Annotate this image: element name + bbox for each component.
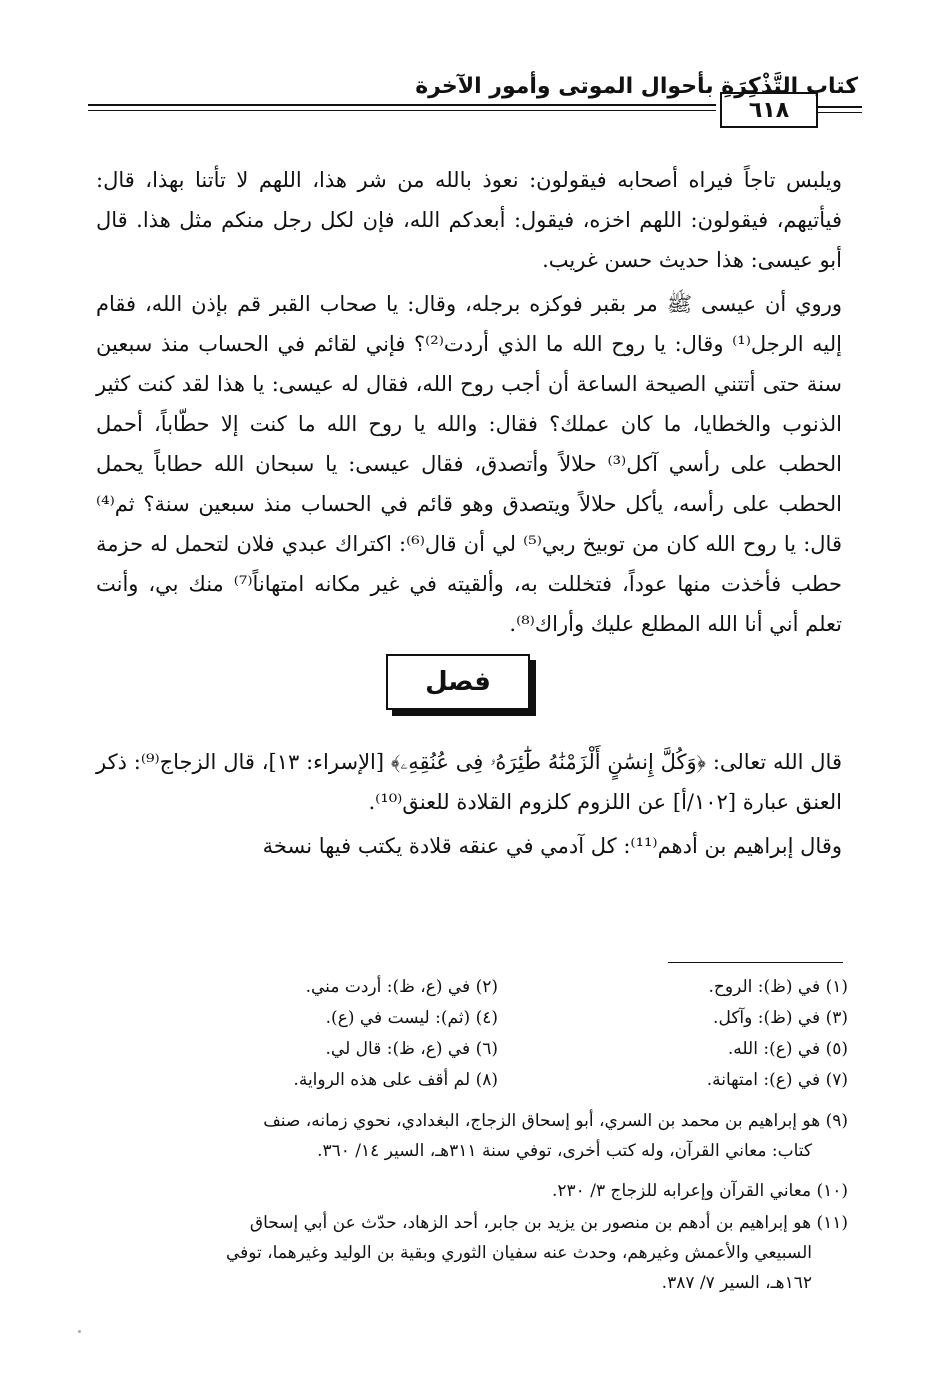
paragraph: وروي أن عيسى ﷺ مر بقبر فوكزه برجله، وقال: يا صحاب القبر قم بإذن الله، فقام إليه الرجل⁽¹⁾ وقال: يا روح الله ما الذي أردت⁽²⁾؟ فإني لقائم في الحساب منذ سبعين سنة حتى أتتني الصيحة الساعة أن أجب روح الله، فقال له عيسى: يا هذا لقد كنت كثير الذنوب والخطايا، ما كان عملك؟ فقال: والله يا روح الله ما كنت إلا حطّاباً، أحمل الحطب على رأسي آكل⁽³⁾ حلالاً وأتصدق، فقال عيسى: يا سبحان الله حطاباً يحمل الحطب على رأسه، يأكل حلالاً ويتصدق وهو قائم في الحساب منذ سبعين سنة؟ ثم⁽⁴⁾ قال: يا روح الله كان من توبيخ ربي⁽⁵⁾ لي أن قال⁽⁶⁾: اكتراك عبدي فلان لتحمل له حزمة حطب فأخذت منها عوداً، فتخللت به، وألقيته في غير مكانه امتهاناً⁽⁷⁾ منك بي، وأنت تعلم أني أنا الله المطلع عليك وأراك⁽⁸⁾.: [96, 292, 843, 636]
page-number-box: [720, 92, 818, 128]
footnote: (٨) لم أقف على هذه الرواية.: [293, 1070, 498, 1090]
footnote-line: ١٦٢هـ، السير ٧/ ٣٨٧.: [661, 1273, 812, 1293]
main-text: [96, 160, 842, 866]
header-rule-thin: [88, 110, 716, 111]
footnote: (١) في (ظ): الروح.: [708, 977, 848, 997]
paragraph: قال الله تعالى: ﴿وَكُلَّ إِنسَٰنٍ أَلْزَمْنَٰهُ طَٰٓئِرَهُۥ فِى عُنُقِهِۦ﴾ [الإسراء: ١٣]، قال الزجاج⁽⁹⁾: ذكر العنق عبارة [١٠٢/أ] عن اللزوم كلزوم القلادة للعنق⁽¹⁰⁾.: [96, 750, 842, 814]
footnote-10: [108, 1176, 848, 1206]
page-number: ٦١٨: [748, 97, 790, 123]
footnote: (٤) (ثم): ليست في (ع).: [325, 1008, 498, 1028]
footnote-line: (١١) هو إبراهيم بن أدهم بن منصور بن يزيد بن جابر، أحد الزهاد، حدّث عن أبي إسحاق: [249, 1213, 848, 1233]
footnotes-short: [158, 972, 848, 1096]
section-heading-wrap: [96, 654, 842, 732]
footnote-line: (٩) هو إبراهيم بن محمد بن السري، أبو إسحاق الزجاج، البغدادي، نحوي زمانه، صنف: [263, 1111, 848, 1131]
paragraph: ويلبس تاجاً فيراه أصحابه فيقولون: نعوذ بالله من شر هذا، اللهم لا تأتنا بهذا، قال: فيأتيهم، فيقولون: اللهم اخزه، فيقول: أبعدكم الله، فإن لكل رجل منكم مثل هذا. قال أبو عيسى: هذا حديث حسن غريب.: [96, 168, 842, 272]
footnote-9: [108, 1106, 848, 1166]
page-number-rule: [818, 106, 862, 108]
footnote: (٣) في (ظ): وآكل.: [713, 1008, 848, 1028]
footnote-line: كتاب: معاني القرآن، وله كتب أخرى، توفي سنة ٣١١هـ، السير ١٤/ ٣٦٠.: [317, 1141, 812, 1161]
footnote: (٢) في (ع، ظ): أردت مني.: [305, 977, 498, 997]
page-number-rule-thin: [818, 112, 862, 113]
section-heading: فصل: [425, 667, 491, 697]
header-rule: [88, 104, 716, 106]
footnote-line: (١٠) معاني القرآن وإعرابه للزجاج ٣/ ٢٣٠.: [551, 1181, 848, 1201]
footnote: (٥) في (ع): الله.: [727, 1039, 848, 1059]
paragraph: وقال إبراهيم بن أدهم⁽¹¹⁾: كل آدمي في عنقه قلادة يكتب فيها نسخة: [262, 834, 842, 858]
footnote-line: السبيعي والأعمش وغيرهم، وحدث عنه سفيان الثوري وبقية بن الوليد وغيرهما، توفي: [225, 1243, 812, 1263]
footnote: (٦) في (ع، ظ): قال لي.: [325, 1039, 498, 1059]
footnote-11: [108, 1208, 848, 1298]
section-heading-box: [386, 654, 530, 710]
footnote-separator: [668, 962, 843, 963]
running-header-title: كتاب التَّذْكِرَةِ بأحوال الموتى وأمور الآخرة: [415, 74, 858, 99]
footnote: (٧) في (ع): امتهانة.: [706, 1070, 848, 1090]
scan-speck: [78, 1330, 81, 1333]
